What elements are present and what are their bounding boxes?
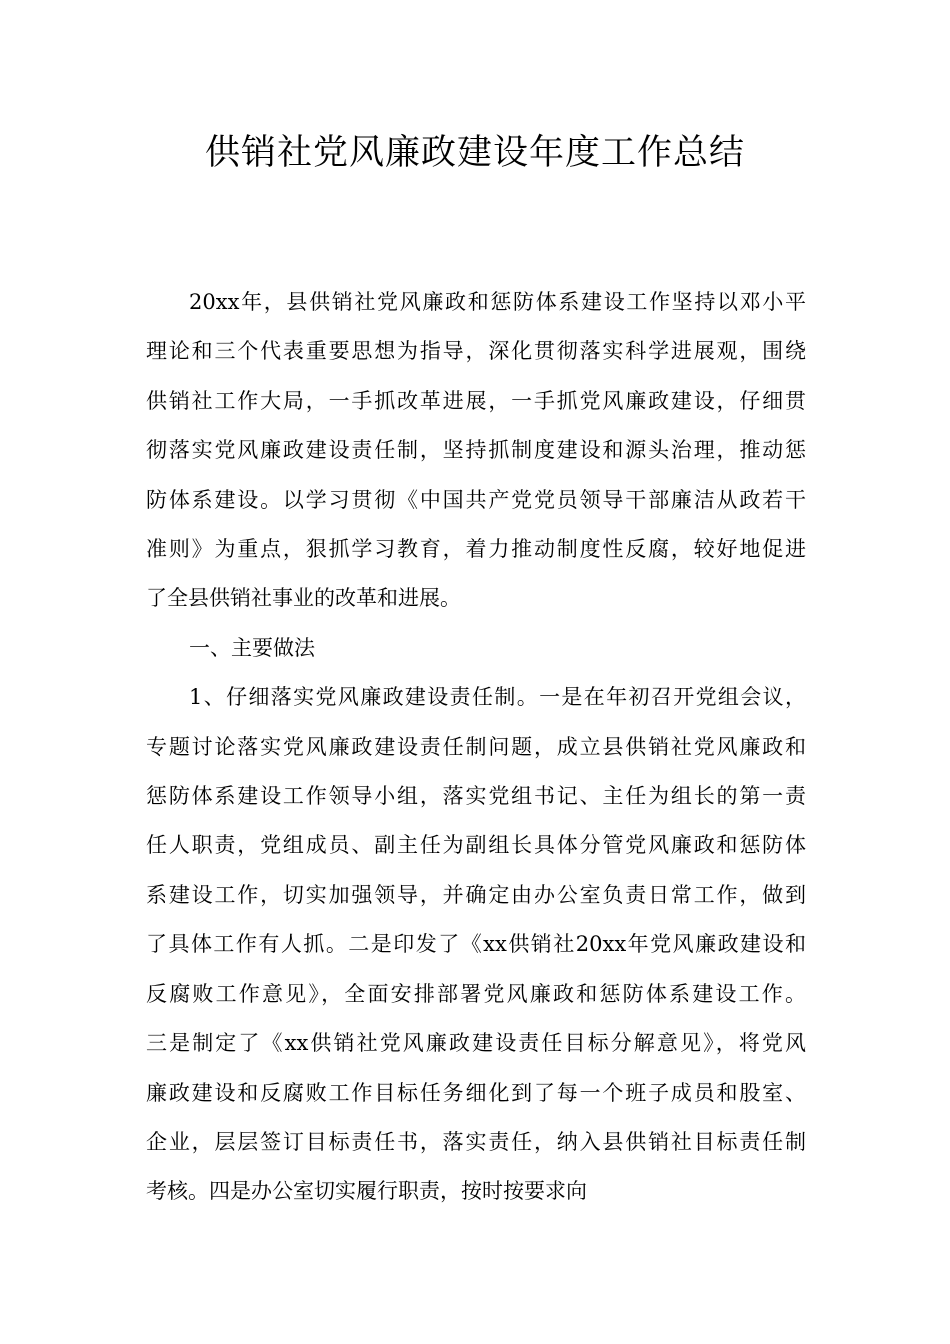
paragraph-1-line-6: 准则》为重点，狠抓学习教育，着力推动制度性反腐，较好地促进 xyxy=(146,537,806,562)
document-body xyxy=(146,278,806,1217)
paragraph-1-line-7: 了全县供销社事业的改革和进展。 xyxy=(146,586,461,611)
paragraph-1-line-1: 20xx年，县供销社党风廉政和惩防体系建设工作坚持以邓小平 xyxy=(189,290,806,314)
paragraph-2-line-2: 专题讨论落实党风廉政建设责任制问题，成立县供销社党风廉政和 xyxy=(146,734,806,759)
document-title: 供销社党风廉政建设年度工作总结 xyxy=(204,133,745,173)
paragraph-2-line-5: 系建设工作，切实加强领导，并确定由办公室负责日常工作，做到 xyxy=(146,882,806,907)
paragraph-2-line-1: 1、仔细落实党风廉政建设责任制。一是在年初召开党组会议， xyxy=(189,685,806,710)
paragraph-2-line-9: 廉政建设和反腐败工作目标任务细化到了每一个班子成员和股室、 xyxy=(146,1080,806,1105)
section-heading: 一、主要做法 xyxy=(189,635,315,660)
paragraph-1-line-3: 供销社工作大局，一手抓改革进展，一手抓党风廉政建设，仔细贯 xyxy=(146,388,806,413)
paragraph-2-line-3: 惩防体系建设工作领导小组，落实党组书记、主任为组长的第一责 xyxy=(146,784,806,809)
paragraph-2-line-4: 任人职责，党组成员、副主任为副组长具体分管党风廉政和惩防体 xyxy=(146,833,806,858)
paragraph-1-line-2: 理论和三个代表重要思想为指导，深化贯彻落实科学进展观，围绕 xyxy=(146,339,806,364)
paragraph-1-line-5: 防体系建设。以学习贯彻《中国共产党党员领导干部廉洁从政若干 xyxy=(146,487,806,512)
paragraph-2-line-11: 考核。四是办公室切实履行职责，按时按要求向 xyxy=(146,1179,587,1204)
paragraph-2-line-7: 反腐败工作意见》，全面安排部署党风廉政和惩防体系建设工作。 xyxy=(146,981,806,1006)
paragraph-2-line-10: 企业，层层签订目标责任书，落实责任，纳入县供销社目标责任制 xyxy=(146,1129,806,1154)
paragraph-2-line-8: 三是制定了《xx供销社党风廉政建设责任目标分解意见》，将党风 xyxy=(146,1031,806,1056)
paragraph-2-line-6: 了具体工作有人抓。二是印发了《xx供销社20xx年党风廉政建设和 xyxy=(146,932,806,957)
paragraph-1-line-4: 彻落实党风廉政建设责任制，坚持抓制度建设和源头治理，推动惩 xyxy=(146,438,806,463)
